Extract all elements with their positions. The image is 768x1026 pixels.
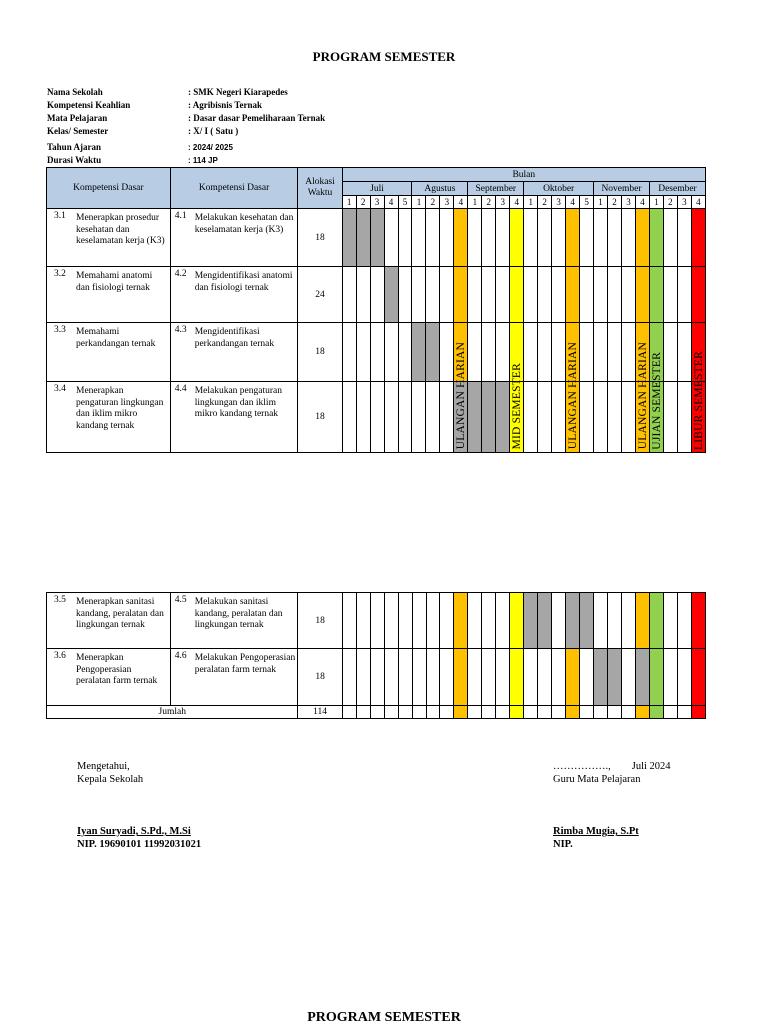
kd3-text: Memahami perkandangan ternak <box>76 327 156 349</box>
week-cell <box>426 706 440 719</box>
kd4-text: Melakukan pengaturan lingkungan dan iklim mikro kandang ternak <box>194 386 283 419</box>
event-week-cell <box>510 267 524 323</box>
month-header: Desember <box>649 182 705 196</box>
week-cell <box>468 267 482 323</box>
week-cell <box>496 706 510 719</box>
kd3-cell <box>47 209 171 267</box>
week-cell <box>468 209 482 267</box>
week-number: 3 <box>622 196 636 209</box>
week-cell <box>663 706 677 719</box>
header-kd3: Kompetensi Dasar <box>47 168 171 209</box>
kd3-text: Menerapkan sanitasi kandang, peralatan dan lingkungan ternak <box>76 597 164 630</box>
week-cell <box>426 593 440 649</box>
week-number: 1 <box>649 196 663 209</box>
week-number: 2 <box>538 196 552 209</box>
kd4-number: 4.5 <box>174 595 187 605</box>
week-number: 1 <box>342 196 356 209</box>
week-number: 5 <box>580 196 594 209</box>
week-cell <box>538 323 552 382</box>
week-cell <box>580 649 594 706</box>
event-week-cell <box>454 593 468 649</box>
event-week-cell <box>649 267 663 323</box>
week-number: 2 <box>482 196 496 209</box>
info-label: Kelas/ Semester <box>47 126 109 136</box>
kd3-cell <box>47 267 171 323</box>
week-cell <box>482 649 496 706</box>
event-label: ULANGAN HARIAN <box>455 342 468 450</box>
signature-left-line2: Kepala Sekolah <box>77 774 144 785</box>
week-cell <box>594 706 608 719</box>
month-header: Oktober <box>524 182 594 196</box>
kd4-cell <box>170 382 298 453</box>
info-label: Mata Pelajaran <box>47 113 108 123</box>
alokasi-cell: 18 <box>298 323 342 382</box>
week-cell <box>412 209 426 267</box>
page-title-next: PROGRAM SEMESTER <box>307 1010 461 1025</box>
week-cell <box>663 382 677 453</box>
week-cell <box>622 593 636 649</box>
week-cell <box>594 209 608 267</box>
week-cell <box>552 706 566 719</box>
week-cell <box>412 593 426 649</box>
month-header: September <box>468 182 524 196</box>
week-cell <box>356 323 370 382</box>
week-cell <box>342 706 356 719</box>
week-cell <box>580 209 594 267</box>
week-number: 3 <box>677 196 691 209</box>
week-cell <box>677 649 691 706</box>
week-number: 4 <box>566 196 580 209</box>
week-cell <box>412 382 426 453</box>
week-cell <box>538 267 552 323</box>
week-cell <box>496 323 510 382</box>
week-cell <box>608 209 622 267</box>
signature-date: ……………., Juli 2024 <box>553 761 671 772</box>
kd3-text: Menerapkan pengaturan lingkungan dan iklim mikro kandang ternak <box>76 386 164 431</box>
event-week-cell <box>454 649 468 706</box>
week-cell <box>426 267 440 323</box>
week-cell <box>580 706 594 719</box>
week-cell <box>622 323 636 382</box>
week-cell <box>496 209 510 267</box>
header-bulan: Bulan <box>342 168 705 182</box>
event-week-cell <box>635 267 649 323</box>
week-cell <box>440 323 454 382</box>
week-cell <box>580 267 594 323</box>
scheduled-week-cell <box>370 209 384 267</box>
week-cell <box>594 593 608 649</box>
signature-left <box>77 760 201 851</box>
week-cell <box>468 706 482 719</box>
week-number: 3 <box>552 196 566 209</box>
week-cell <box>552 649 566 706</box>
week-cell <box>482 209 496 267</box>
kd3-text: Menerapkan prosedur kesehatan dan keselamatan kerja (K3) <box>76 213 165 246</box>
week-cell <box>482 706 496 719</box>
info-value: : X/ I ( Satu ) <box>188 126 239 136</box>
week-cell <box>398 706 412 719</box>
week-cell <box>342 649 356 706</box>
kd4-cell <box>170 209 298 267</box>
kd3-number: 3.2 <box>54 269 66 279</box>
event-week-cell <box>566 649 580 706</box>
kd3-number: 3.5 <box>54 595 66 605</box>
kd4-cell <box>170 593 298 649</box>
info-label: Kompetensi Keahlian <box>47 100 131 110</box>
kd3-text: Menerapkan Pengoperasian peralatan farm ternak <box>76 653 158 686</box>
alokasi-cell: 24 <box>298 267 342 323</box>
week-number: 5 <box>398 196 412 209</box>
scheduled-week-cell <box>524 593 538 649</box>
week-cell <box>552 209 566 267</box>
week-cell <box>622 649 636 706</box>
kd4-number: 4.4 <box>174 384 187 394</box>
month-header: Juli <box>342 182 412 196</box>
schedule-table-bottom <box>46 592 706 719</box>
week-cell <box>440 209 454 267</box>
week-cell <box>594 323 608 382</box>
scheduled-week-cell <box>468 382 482 453</box>
scheduled-week-cell <box>608 649 622 706</box>
table-row <box>47 593 706 649</box>
week-cell <box>398 649 412 706</box>
week-number: 2 <box>663 196 677 209</box>
week-cell <box>426 649 440 706</box>
event-week-cell <box>649 209 663 267</box>
week-cell <box>663 267 677 323</box>
week-cell <box>440 593 454 649</box>
month-header: Agustus <box>412 182 468 196</box>
event-week-cell <box>566 267 580 323</box>
week-number: 4 <box>454 196 468 209</box>
scheduled-week-cell <box>594 649 608 706</box>
week-cell <box>412 267 426 323</box>
week-cell <box>356 267 370 323</box>
week-cell <box>538 382 552 453</box>
week-cell <box>356 593 370 649</box>
event-week-cell <box>691 209 705 267</box>
week-number: 4 <box>384 196 398 209</box>
event-week-cell <box>636 593 650 649</box>
week-cell <box>496 267 510 323</box>
week-cell <box>677 267 691 323</box>
alokasi-cell: 18 <box>298 382 342 453</box>
week-cell <box>663 593 677 649</box>
week-number: 1 <box>468 196 482 209</box>
week-cell <box>552 267 566 323</box>
week-number: 3 <box>496 196 510 209</box>
week-cell <box>622 267 636 323</box>
scheduled-week-cell <box>538 593 552 649</box>
event-week-cell <box>566 209 580 267</box>
week-cell <box>580 382 594 453</box>
event-week-cell <box>691 649 705 706</box>
kd3-number: 3.4 <box>54 384 66 394</box>
week-cell <box>398 382 412 453</box>
week-cell <box>482 323 496 382</box>
week-cell <box>552 382 566 453</box>
week-cell <box>342 323 356 382</box>
week-cell <box>370 267 384 323</box>
week-cell <box>342 267 356 323</box>
week-cell <box>524 706 538 719</box>
alokasi-cell: 18 <box>298 209 342 267</box>
total-value: 114 <box>298 706 342 719</box>
week-number: 3 <box>370 196 384 209</box>
week-cell <box>496 593 510 649</box>
week-cell <box>663 209 677 267</box>
week-cell <box>608 593 622 649</box>
kd3-cell <box>47 593 171 649</box>
week-cell <box>566 706 580 719</box>
week-cell <box>384 706 398 719</box>
event-week-cell <box>510 593 524 649</box>
week-cell <box>440 382 454 453</box>
week-cell <box>580 323 594 382</box>
kd3-cell <box>47 649 171 706</box>
week-cell <box>384 593 398 649</box>
week-cell <box>622 209 636 267</box>
week-cell <box>370 649 384 706</box>
kd4-cell <box>170 267 298 323</box>
info-label: Tahun Ajaran <box>47 142 101 152</box>
week-cell <box>468 593 482 649</box>
event-label: ULANGAN HARIAN <box>567 342 580 450</box>
week-cell <box>594 267 608 323</box>
week-cell <box>426 382 440 453</box>
week-cell <box>677 382 691 453</box>
kd4-text: Mengidentifikasi anatomi dan fisiologi ternak <box>194 271 293 293</box>
event-week-cell <box>454 209 468 267</box>
week-cell <box>552 323 566 382</box>
week-cell <box>398 209 412 267</box>
info-value: : SMK Negeri Kiarapedes <box>188 87 288 97</box>
week-number: 1 <box>594 196 608 209</box>
alokasi-cell: 18 <box>298 593 342 649</box>
kd3-cell <box>47 382 171 453</box>
page-title: PROGRAM SEMESTER <box>312 49 456 64</box>
week-cell <box>608 267 622 323</box>
schedule-table-top <box>46 167 706 453</box>
kd4-text: Mengidentifikasi perkandangan ternak <box>194 327 275 349</box>
scheduled-week-cell <box>384 267 398 323</box>
info-value: : 2024/ 2025 <box>188 143 233 152</box>
week-cell <box>342 593 356 649</box>
week-cell <box>510 706 524 719</box>
week-cell <box>426 209 440 267</box>
event-week-cell <box>454 267 468 323</box>
event-week-cell <box>691 267 705 323</box>
kd4-text: Melakukan Pengoperasian peralatan farm ternak <box>194 653 296 675</box>
week-number: 2 <box>426 196 440 209</box>
week-cell <box>412 706 426 719</box>
kd3-number: 3.6 <box>54 651 66 661</box>
week-cell <box>440 649 454 706</box>
week-number: 4 <box>510 196 524 209</box>
event-week-cell <box>510 209 524 267</box>
week-cell <box>342 382 356 453</box>
week-cell <box>677 209 691 267</box>
kd4-number: 4.6 <box>174 651 187 661</box>
week-cell <box>496 649 510 706</box>
total-row <box>47 706 706 719</box>
event-week-cell <box>510 649 524 706</box>
week-cell <box>622 382 636 453</box>
scheduled-week-cell <box>580 593 594 649</box>
scheduled-week-cell <box>566 593 580 649</box>
week-cell <box>398 593 412 649</box>
header-kd4: Kompetensi Dasar <box>170 168 298 209</box>
event-label: UJIAN SEMESTER <box>650 351 663 450</box>
week-cell <box>622 706 636 719</box>
event-week-cell <box>635 209 649 267</box>
kd4-number: 4.1 <box>174 211 187 221</box>
week-cell <box>524 323 538 382</box>
principal-nip: NIP. 19690101 11992031021 <box>77 839 202 850</box>
week-cell <box>608 706 622 719</box>
week-cell <box>454 706 468 719</box>
kd4-cell <box>170 649 298 706</box>
teacher-name: Rimba Mugia, S.Pt <box>553 826 639 837</box>
week-cell <box>538 209 552 267</box>
week-cell <box>468 323 482 382</box>
teacher-nip: NIP. <box>553 839 573 850</box>
event-week-cell <box>650 649 664 706</box>
table-row <box>47 649 706 706</box>
week-cell <box>524 649 538 706</box>
week-number: 3 <box>440 196 454 209</box>
week-cell <box>370 706 384 719</box>
week-cell <box>524 209 538 267</box>
week-number: 4 <box>635 196 649 209</box>
week-cell <box>398 323 412 382</box>
signature-right <box>553 760 671 851</box>
principal-name: Iyan Suryadi, S.Pd., M.Si <box>77 826 191 837</box>
week-cell <box>594 382 608 453</box>
week-cell <box>482 267 496 323</box>
week-cell <box>538 649 552 706</box>
week-cell <box>482 593 496 649</box>
week-cell <box>356 706 370 719</box>
event-label: MID SEMESTER <box>511 363 524 450</box>
total-label: Jumlah <box>47 706 298 719</box>
kd4-cell <box>170 323 298 382</box>
table-row <box>47 323 706 382</box>
week-cell <box>663 323 677 382</box>
kd3-text: Memahami anatomi dan fisiologi ternak <box>76 271 153 293</box>
kd4-number: 4.3 <box>174 325 187 335</box>
week-cell <box>370 382 384 453</box>
info-value: : Dasar dasar Pemeliharaan Ternak <box>188 113 326 123</box>
scheduled-week-cell <box>356 209 370 267</box>
scheduled-week-cell <box>426 323 440 382</box>
week-cell <box>636 706 650 719</box>
week-cell <box>677 593 691 649</box>
week-cell <box>384 382 398 453</box>
week-cell <box>608 382 622 453</box>
scheduled-week-cell <box>412 323 426 382</box>
week-number: 2 <box>608 196 622 209</box>
scheduled-week-cell <box>636 649 650 706</box>
event-label: LIBUR SEMESTER <box>692 350 705 450</box>
info-label: Durasi Waktu <box>47 155 102 165</box>
event-week-cell <box>691 593 705 649</box>
event-label: ULANGAN HARIAN <box>636 342 649 450</box>
week-cell <box>677 323 691 382</box>
month-header: November <box>594 182 650 196</box>
week-number: 2 <box>356 196 370 209</box>
table-row <box>47 267 706 323</box>
kd3-number: 3.1 <box>54 211 66 221</box>
info-value: : 114 JP <box>188 156 218 165</box>
week-cell <box>356 649 370 706</box>
week-cell <box>677 706 691 719</box>
kd4-number: 4.2 <box>174 269 187 279</box>
week-cell <box>663 649 677 706</box>
week-cell <box>552 593 566 649</box>
week-number: 4 <box>691 196 705 209</box>
week-cell <box>370 323 384 382</box>
week-cell <box>608 323 622 382</box>
signature-right-line2: Guru Mata Pelajaran <box>553 774 641 785</box>
week-cell <box>398 267 412 323</box>
kd3-cell <box>47 323 171 382</box>
week-cell <box>384 323 398 382</box>
table-row <box>47 209 706 267</box>
event-week-cell <box>650 593 664 649</box>
scheduled-week-cell <box>342 209 356 267</box>
week-cell <box>412 649 426 706</box>
week-cell <box>356 382 370 453</box>
table-row <box>47 382 706 453</box>
week-cell <box>440 267 454 323</box>
week-cell <box>440 706 454 719</box>
week-cell <box>538 706 552 719</box>
week-number: 1 <box>412 196 426 209</box>
kd3-number: 3.3 <box>54 325 66 335</box>
week-cell <box>524 382 538 453</box>
week-cell <box>650 706 664 719</box>
week-cell <box>524 267 538 323</box>
kd4-text: Melakukan sanitasi kandang, peralatan dan lingkungan ternak <box>194 597 283 630</box>
scheduled-week-cell <box>482 382 496 453</box>
header-alokasi: Alokasi Waktu <box>298 168 342 209</box>
info-label: Nama Sekolah <box>47 87 103 97</box>
week-cell <box>691 706 705 719</box>
week-cell <box>384 209 398 267</box>
week-number: 1 <box>524 196 538 209</box>
scheduled-week-cell <box>496 382 510 453</box>
alokasi-cell: 18 <box>298 649 342 706</box>
info-value: : Agribisnis Ternak <box>188 100 263 110</box>
signature-left-line1: Mengetahui, <box>77 761 130 772</box>
week-cell <box>370 593 384 649</box>
week-cell <box>384 649 398 706</box>
week-cell <box>468 649 482 706</box>
kd4-text: Melakukan kesehatan dan keselamatan kerja (K3) <box>194 213 294 235</box>
